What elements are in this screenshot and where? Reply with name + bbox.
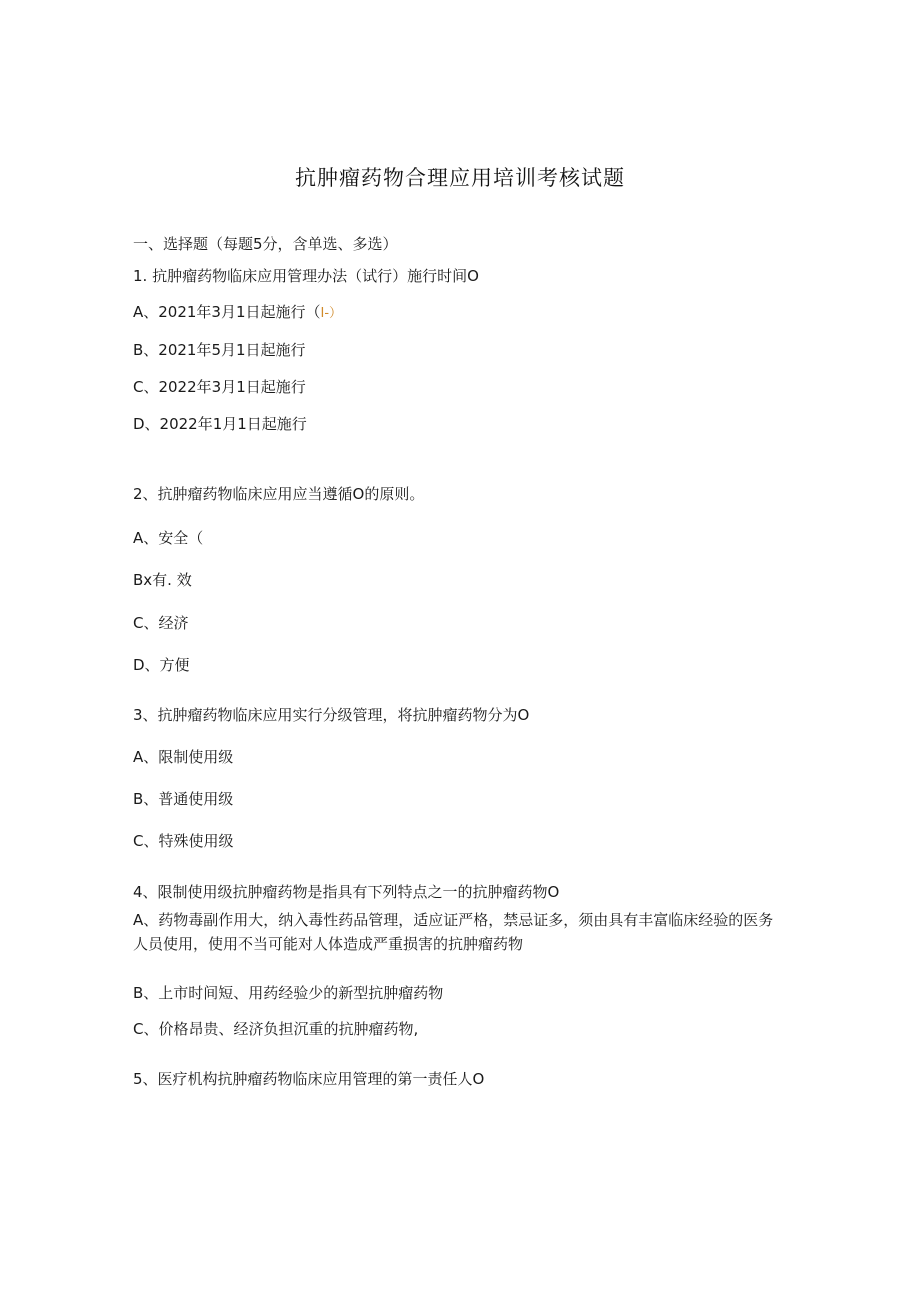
question-1-option-a — [133, 300, 342, 326]
question-2-option-d: D、方便 — [133, 656, 190, 674]
question-3-stem: 3、抗肿瘤药物临床应用实行分级管理，将抗肿瘤药物分为O — [133, 706, 530, 724]
section-heading: 一、选择题（每题5分，含单选、多选） — [133, 235, 398, 253]
question-3-option-c: C、特殊使用级 — [133, 832, 234, 850]
question-2-option-b: Bx有. 效 — [133, 571, 192, 589]
question-1-option-d: D、2022年1月1日起施行 — [133, 415, 307, 433]
question-5-stem: 5、医疗机构抗肿瘤药物临床应用管理的第一责任人O — [133, 1070, 485, 1088]
question-1-stem: 1. 抗肿瘤药物临床应用管理办法（试行）施行时间O — [133, 267, 479, 285]
question-1-option-c: C、2022年3月1日起施行 — [133, 378, 306, 396]
question-4-option-c: C、价格昂贵、经济负担沉重的抗肿瘤药物, — [133, 1020, 419, 1038]
question-2-stem: 2、抗肿瘤药物临床应用应当遵循O的原则。 — [133, 485, 425, 503]
question-3-option-b: B、普通使用级 — [133, 790, 234, 808]
question-4-stem: 4、限制使用级抗肿瘤药物是指具有下列特点之一的抗肿瘤药物O — [133, 883, 560, 901]
question-1-option-b: B、2021年5月1日起施行 — [133, 341, 306, 359]
question-2-option-a: A、安全（ — [133, 529, 204, 547]
question-4-option-b: B、上市时间短、用药经验少的新型抗肿瘤药物 — [133, 984, 444, 1002]
question-2-option-c: C、经济 — [133, 614, 189, 632]
document-title: 抗肿瘤药物合理应用培训考核试题 — [295, 166, 625, 190]
question-4-option-a: A、药物毒副作用大，纳入毒性药品管理，适应证严格，禁忌证多，须由具有丰富临床经验的医务人员使用，使用不当可能对人体造成严重损害的抗肿瘤药物 — [133, 911, 774, 953]
handwritten-mark: I-） — [320, 306, 343, 321]
question-3-option-a: A、限制使用级 — [133, 748, 234, 766]
option-text: A、2021年3月1日起施行（ — [133, 303, 321, 321]
